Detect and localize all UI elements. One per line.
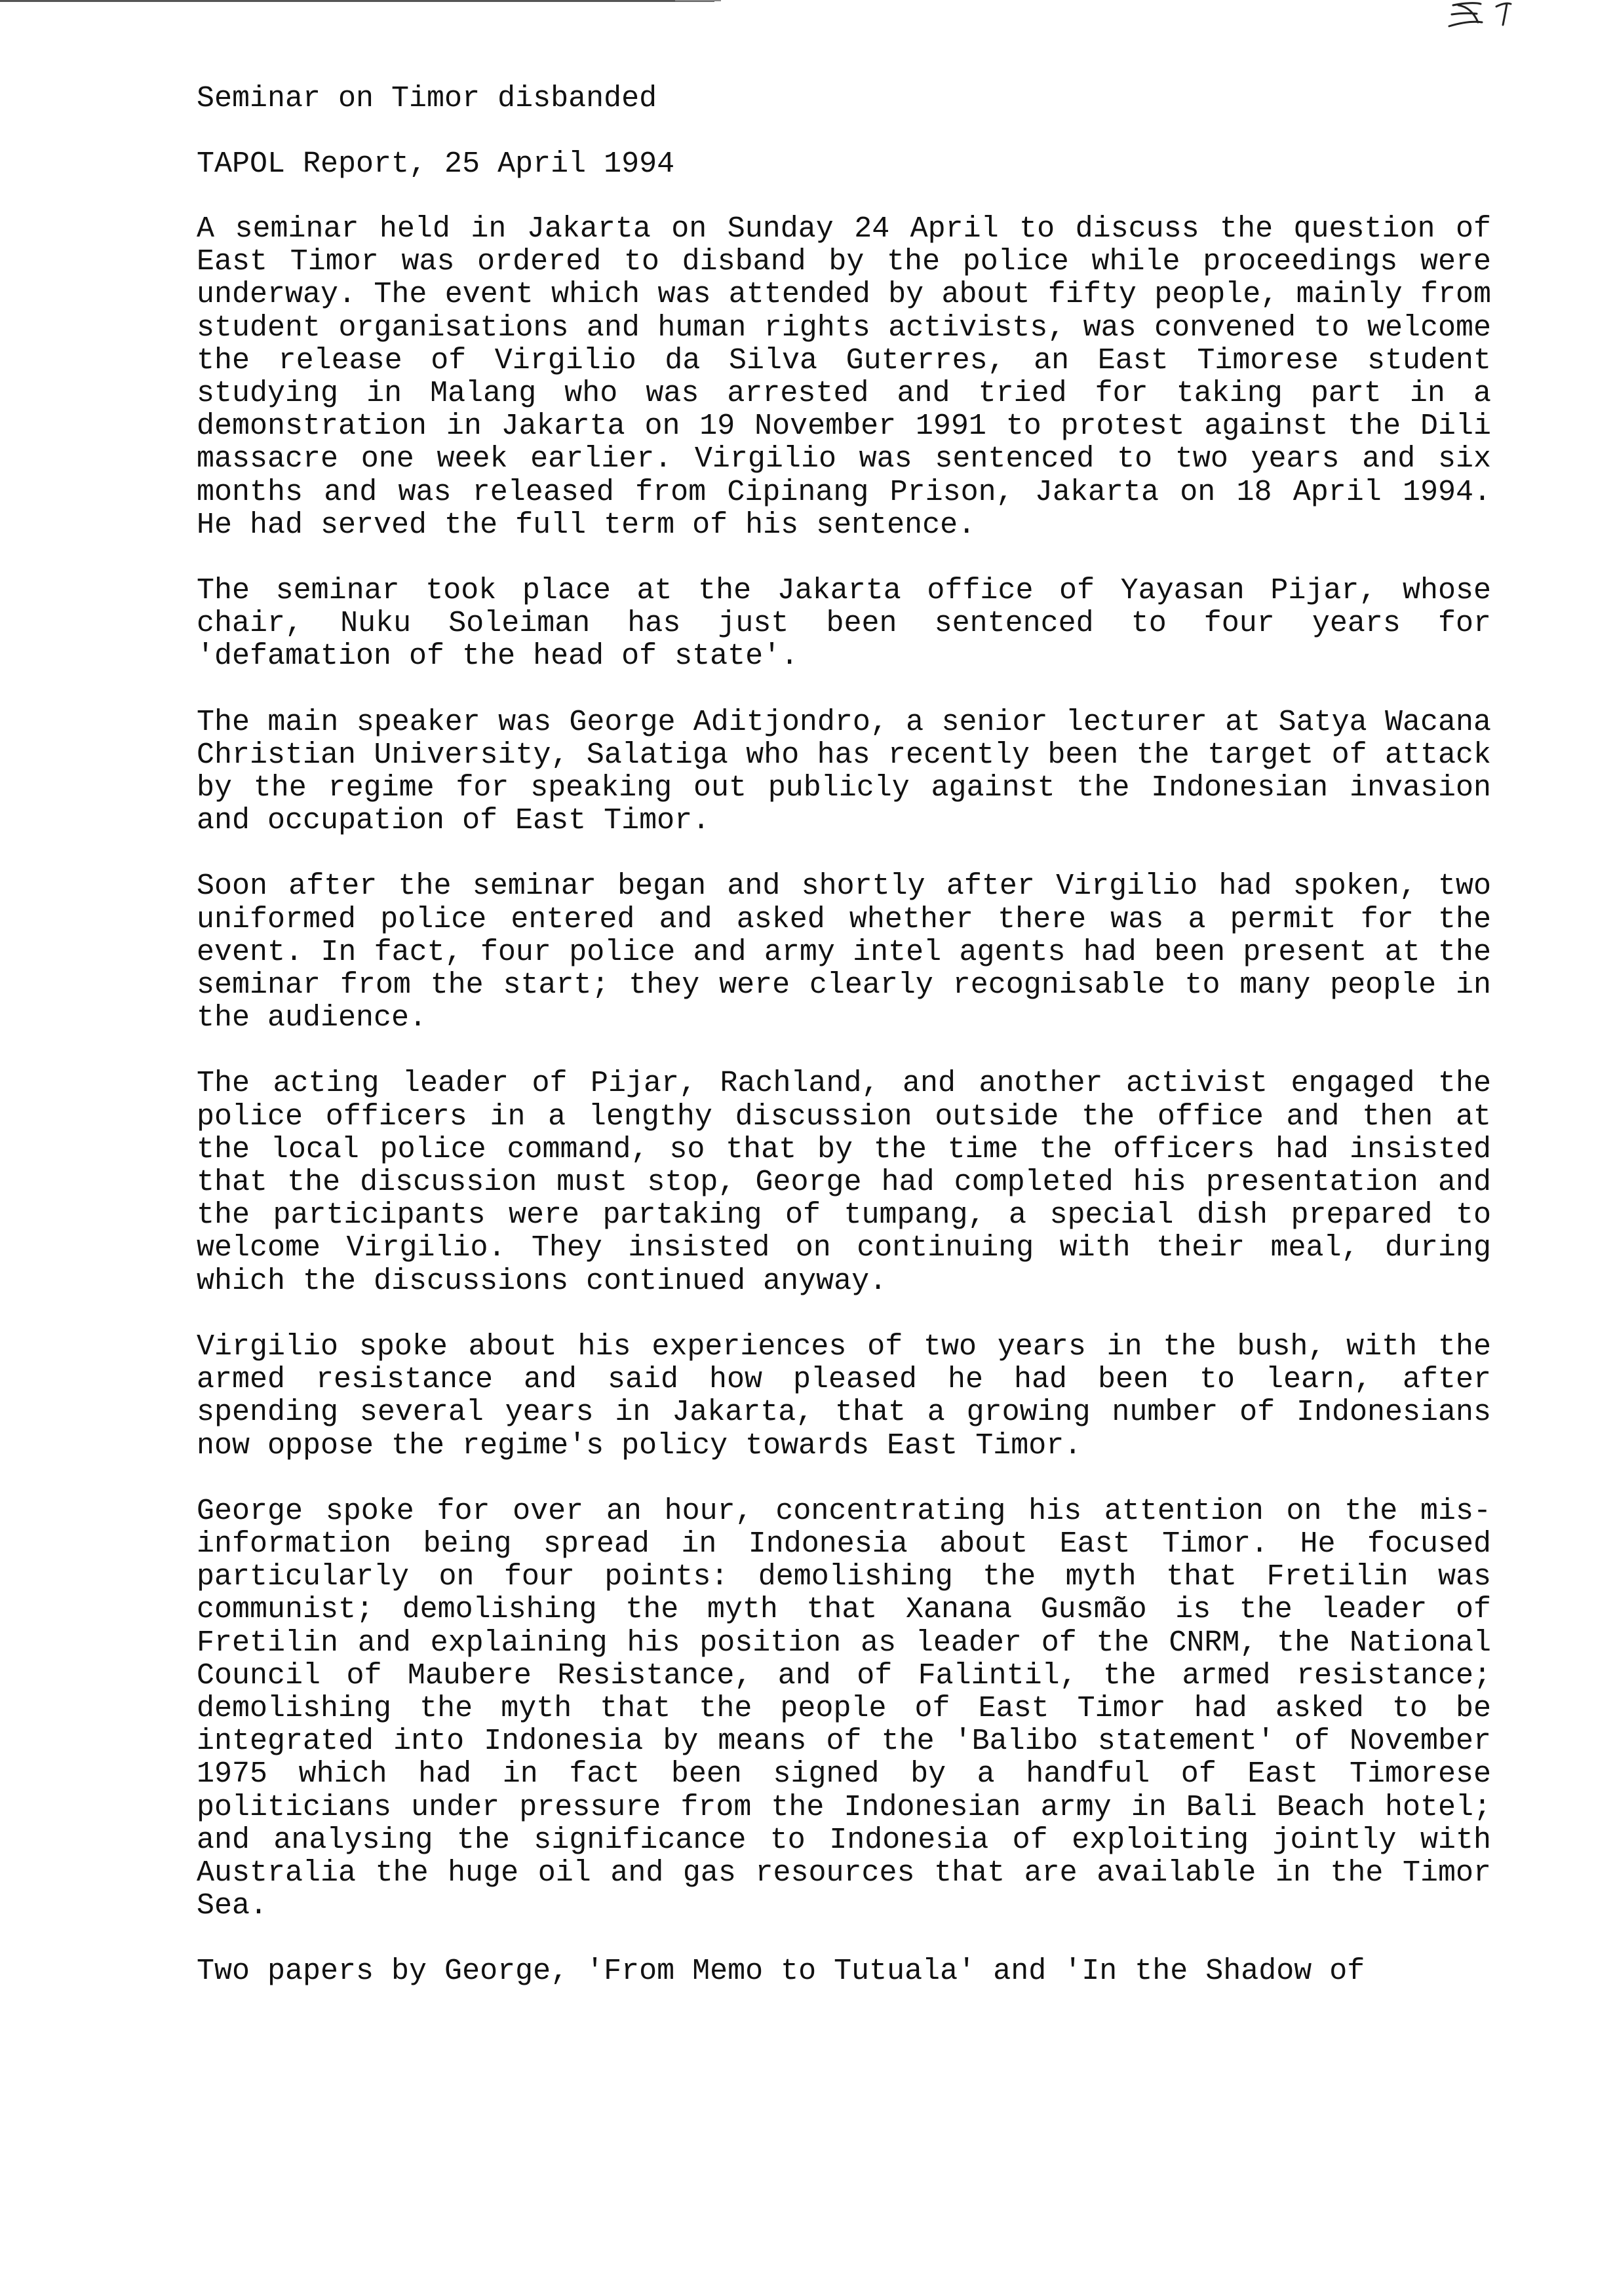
paragraph-3: The main speaker was George Aditjondro, a senior lecturer at Satya Wacana Christian University, Salatiga who has recently been the target of attack by the regime for speaking out publicly against the Indonesian invasion and occupation of East Timor. bbox=[197, 705, 1491, 838]
document-source-line: TAPOL Report, 25 April 1994 bbox=[197, 147, 675, 181]
handwritten-page-mark bbox=[1439, 0, 1517, 39]
scan-top-rule-fragment bbox=[675, 0, 721, 1]
document-page bbox=[197, 82, 1491, 2021]
paragraph-2: The seminar took place at the Jakarta office of Yayasan Pijar, whose chair, Nuku Soleiman has just been sentenced to four years for 'defamation of the head of state'. bbox=[197, 574, 1491, 674]
scan-top-rule bbox=[0, 0, 714, 2]
paragraph-7: George spoke for over an hour, concentrating his attention on the mis-information being spread in Indonesia about East Timor. He focused particularly on four points: demolishing the myth that Fretilin was communist; demolishing the myth that Xanana Gusmão is the leader of Fretilin and explaining his position as leader of the CNRM, the National Council of Maubere Resistance, and of Falintil, the armed resistance; demolishing the myth that the people of East Timor had asked to be integrated into Indonesia by means of the 'Balibo statement' of November 1975 which had in fact been signed by a handful of East Timorese politicians under pressure from the Indonesian army in Bali Beach hotel; and analysing the significance to Indonesia of exploiting jointly with Australia the huge oil and gas resources that are available in the Timor Sea. bbox=[197, 1494, 1491, 1923]
paragraph-1: A seminar held in Jakarta on Sunday 24 April to discuss the question of East Timor was ordered to disband by the police while proceedings were underway. The event which was attended by about fifty people, mainly from student organisations and human rights activists, was convened to welcome the release of Virgilio da Silva Guterres, an East Timorese student studying in Malang who was arrested and tried for taking part in a demonstration in Jakarta on 19 November 1991 to protest against the Dili massacre one week earlier. Virgilio was sentenced to two years and six months and was released from Cipinang Prison, Jakarta on 18 April 1994. He had served the full term of his sentence. bbox=[197, 212, 1491, 542]
paragraph-5: The acting leader of Pijar, Rachland, and another activist engaged the police officers in a lengthy discussion outside the office and then at the local police command, so that by the time the officers had insisted that the discussion must stop, George had completed his presentation and the participants were partaking of tumpang, a special dish prepared to welcome Virgilio. They insisted on continuing with their meal, during which the discussions continued anyway. bbox=[197, 1067, 1491, 1298]
document-title: Seminar on Timor disbanded bbox=[197, 82, 657, 115]
paragraph-6: Virgilio spoke about his experiences of two years in the bush, with the armed resistance and said how pleased he had been to learn, after spending several years in Jakarta, that a growing number of Indonesians now oppose the regime's policy towards East Timor. bbox=[197, 1330, 1491, 1463]
paragraph-4: Soon after the seminar began and shortly after Virgilio had spoken, two uniformed police entered and asked whether there was a permit for the event. In fact, four police and army intel agents had been present at the seminar from the start; they were clearly recognisable to many people in the audience. bbox=[197, 870, 1491, 1035]
paragraph-8-continued: Two papers by George, 'From Memo to Tutuala' and 'In the Shadow of bbox=[197, 1955, 1365, 1989]
